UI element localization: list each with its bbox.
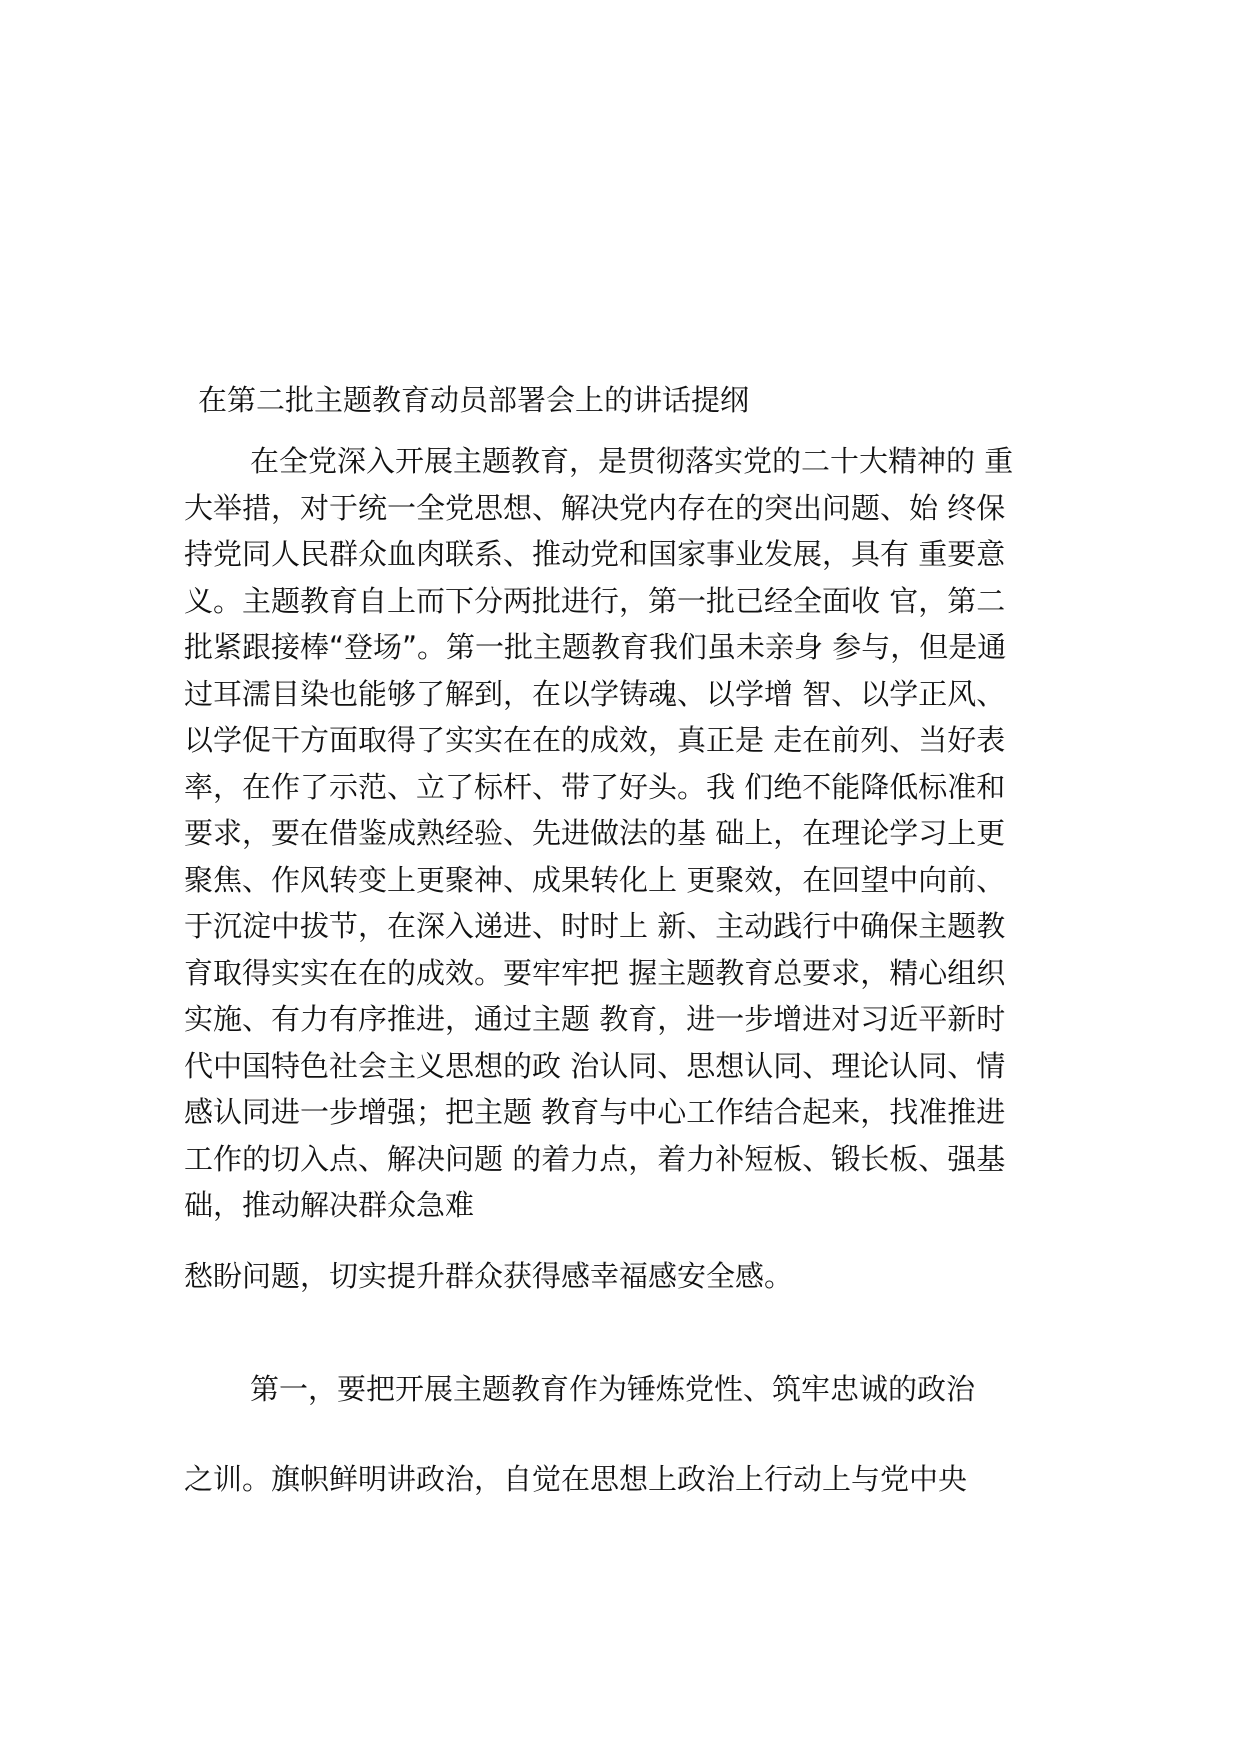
- paragraph-line: 工作的切入点、解决问题 的着力点，着力补短板、锻长板、强基: [184, 1141, 1006, 1176]
- paragraph-line: 实施、有力有序推进，通过主题 教育，进一步增进对习近平新时: [184, 1002, 1006, 1036]
- paragraph-line: 持党同人民群众血肉联系、推动党和国家事业发展，具有 重要意: [184, 537, 1006, 571]
- paragraph-line: 在全党深入开展主题教育，是贯彻落实党的二十大精神的 重: [250, 444, 1014, 478]
- paragraph-line: 要求，要在借鉴成熟经验、先进做法的基 础上，在理论学习上更: [184, 816, 1006, 850]
- paragraph-line: 过耳濡目染也能够了解到，在以学铸魂、以学增 智、以学正风、: [184, 676, 1006, 711]
- paragraph-line: 以学促干方面取得了实实在在的成效，真正是 走在前列、当好表: [184, 723, 1006, 757]
- paragraph-line: 感认同进一步增强；把主题 教育与中心工作结合起来，找准推进: [184, 1095, 1006, 1129]
- continuation-line: 愁盼问题，切实提升群众获得感幸福感安全感。: [184, 1259, 794, 1293]
- paragraph-line: 大举措，对于统一全党思想、解决党内存在的突出问题、始 终保: [184, 490, 1006, 525]
- paragraph-line: 础，推动解决群众急难: [184, 1188, 475, 1222]
- paragraph-line: 育取得实实在在的成效。要牢牢把 握主题教育总要求，精心组织: [184, 955, 1006, 990]
- section-one-body-line: 之训。旗帜鲜明讲政治，自觉在思想上政治上行动上与党中央: [184, 1462, 968, 1496]
- opening-paragraph: [184, 438, 1064, 1229]
- paragraph-line: 聚焦、作风转变上更聚神、成果转化上 更聚效，在回望中向前、: [184, 862, 1006, 897]
- document-title: 在第二批主题教育动员部署会上的讲话提纲: [198, 383, 750, 417]
- paragraph-line: 义。主题教育自上而下分两批进行，第一批已经全面收 官，第二: [184, 583, 1006, 618]
- paragraph-line: 率，在作了示范、立了标杆、带了好头。我 们绝不能降低标准和: [184, 769, 1006, 804]
- section-one-heading-line: 第一，要把开展主题教育作为锤炼党性、筑牢忠诚的政治: [250, 1372, 976, 1406]
- paragraph-line: 批紧跟接棒“登场”。第一批主题教育我们虽未亲身 参与，但是通: [184, 630, 1007, 664]
- paragraph-line: 于沉淀中拔节，在深入递进、时时上 新、主动践行中确保主题教: [184, 909, 1006, 943]
- paragraph-line: 代中国特色社会主义思想的政 治认同、思想认同、理论认同、情: [184, 1048, 1006, 1083]
